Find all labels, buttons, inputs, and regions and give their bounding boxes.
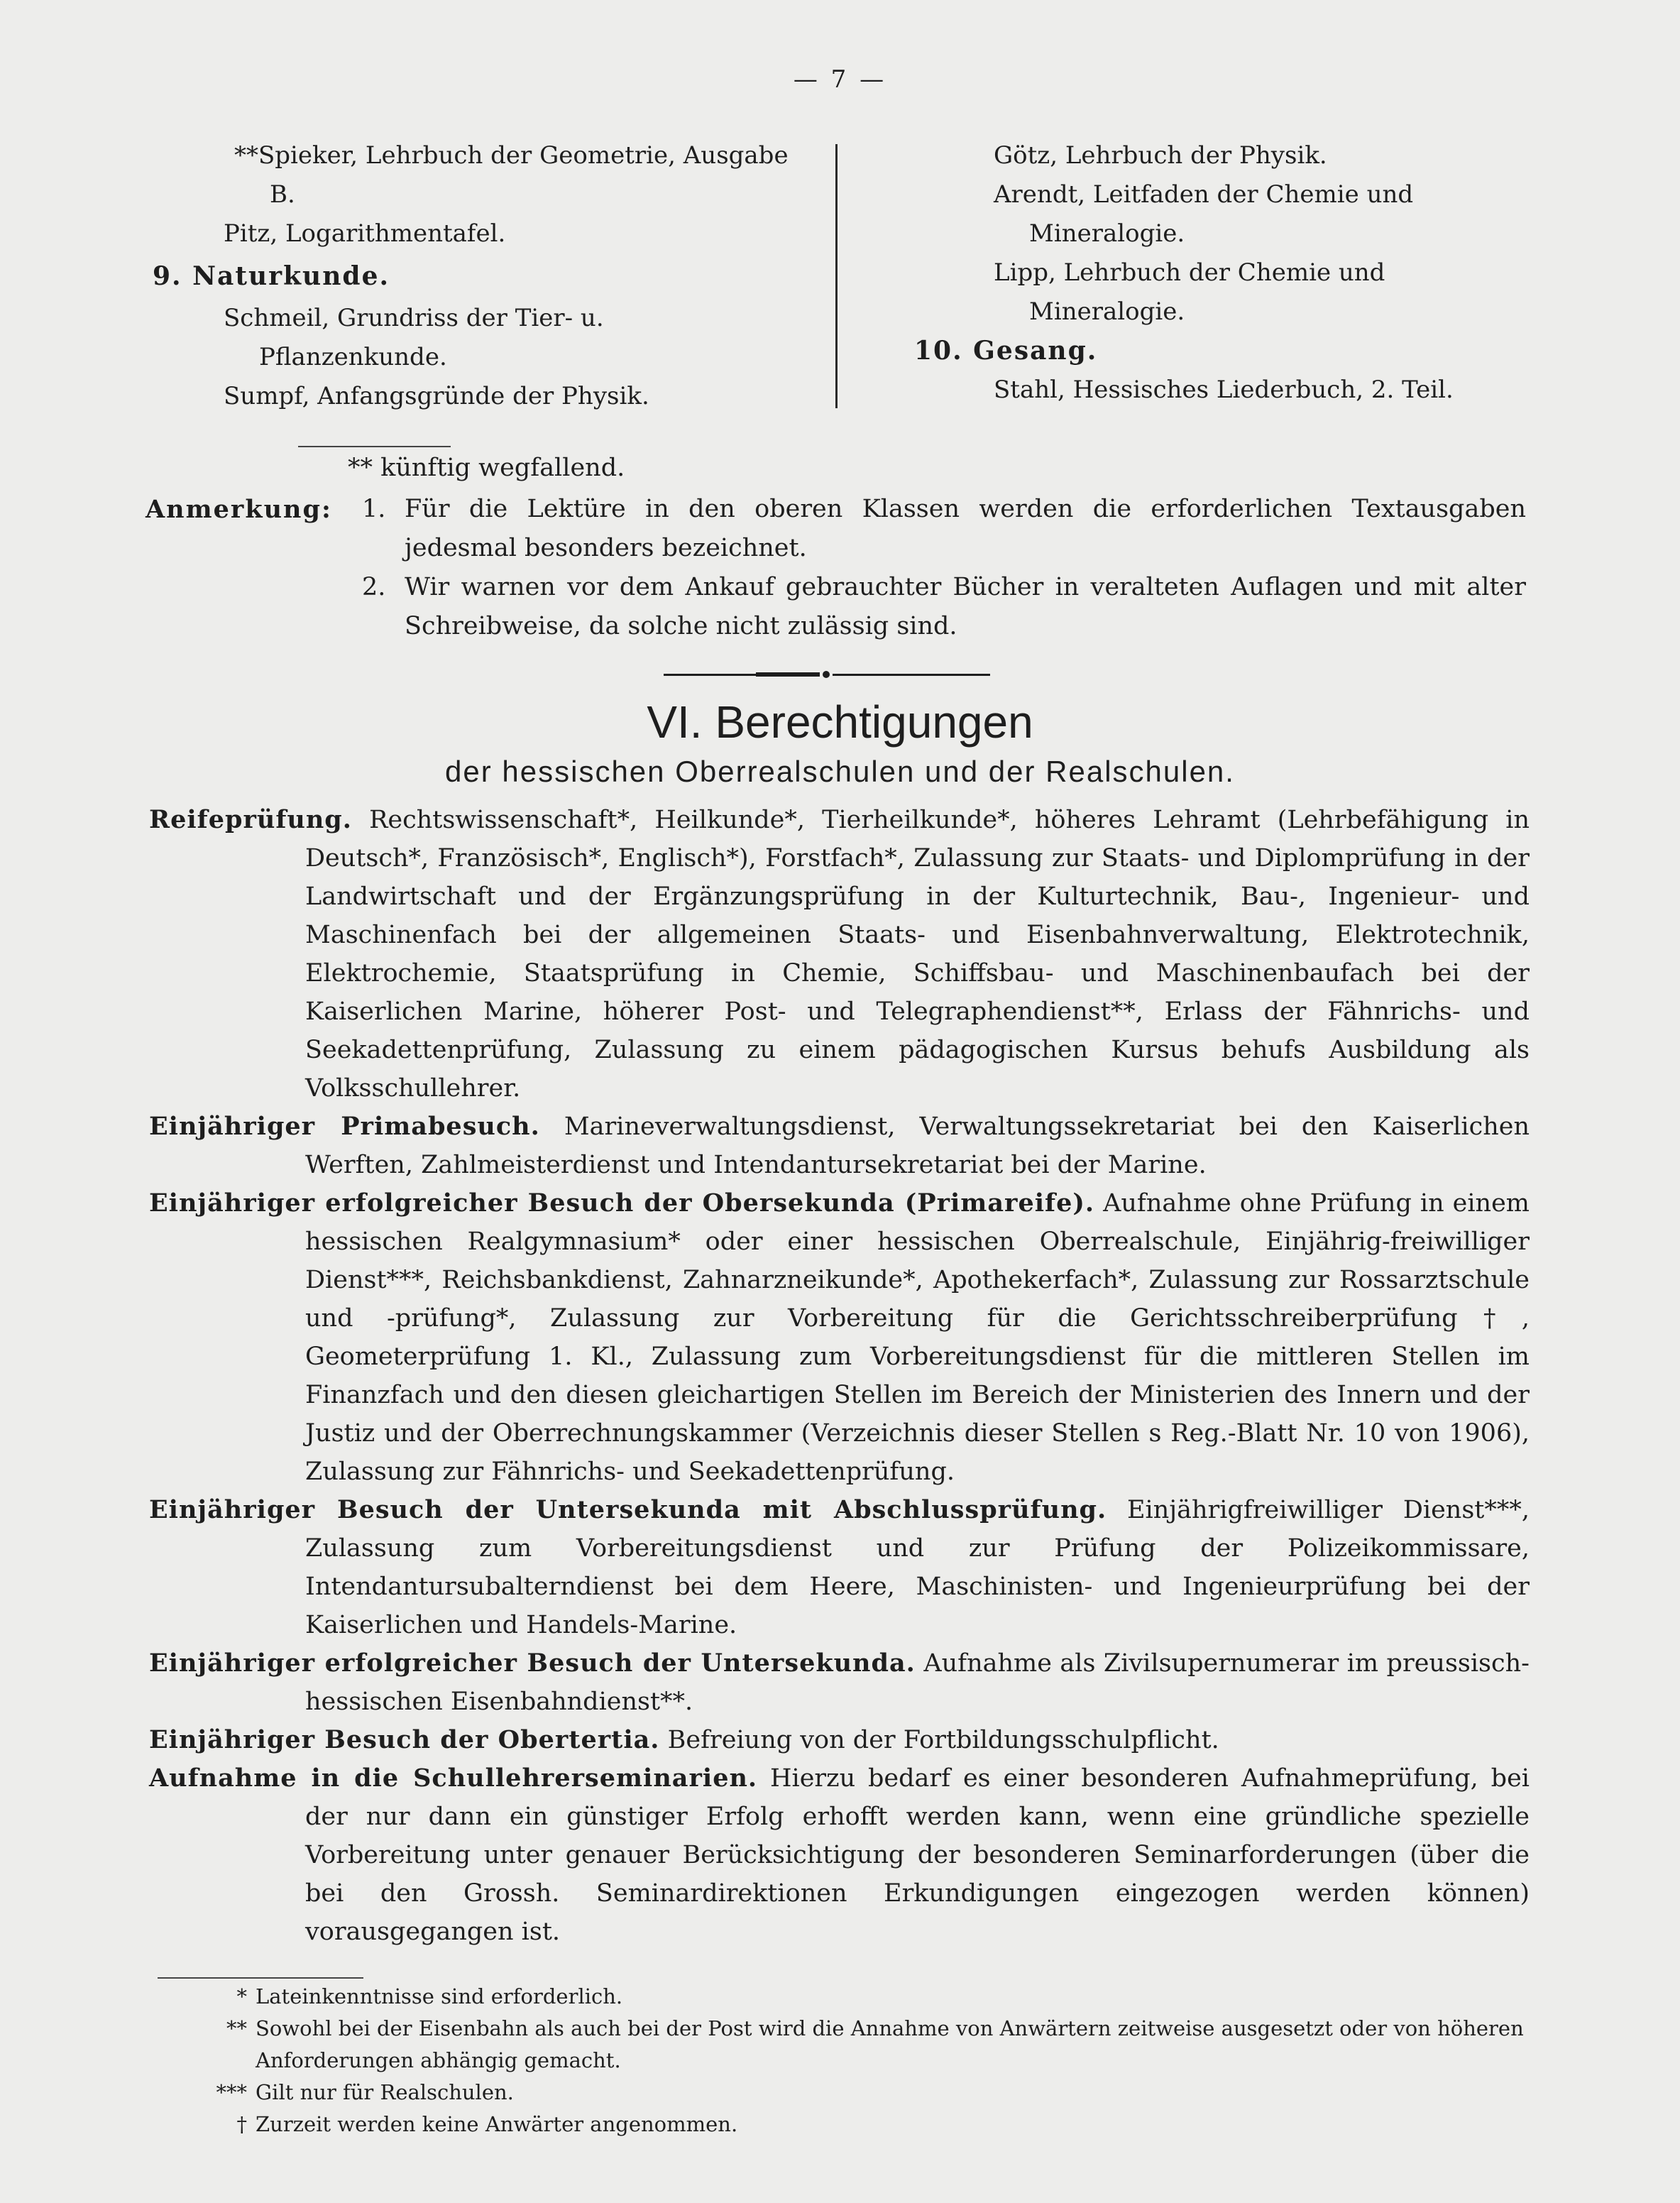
section-heading: VI. Berechtigungen xyxy=(647,696,1033,748)
book-entry: Stahl, Hessisches Liederbuch, 2. Teil. xyxy=(994,376,1454,404)
berechtigung-paragraph xyxy=(149,1721,1530,1759)
footnote xyxy=(206,2013,1533,2077)
berechtigung-term: Einjähriger erfolgreicher Besuch der Obersekunda (Primareife). xyxy=(149,1188,1095,1218)
left-column xyxy=(153,136,791,416)
anmerkung-item xyxy=(362,490,1526,568)
footnote-text: Lateinkenntnisse sind erforderlich. xyxy=(256,1984,623,2008)
berechtigung-paragraph xyxy=(149,1759,1530,1951)
anmerkung-text: Wir warnen vor dem Ankauf gebrauchter Bücher in veralteten Auflagen und mit alter Schreibweise, da solche nicht zulässig sind. xyxy=(405,573,1526,640)
anmerkung-number: 1. xyxy=(362,495,386,523)
footnote-mark: † xyxy=(236,2112,247,2136)
footnote-rule xyxy=(298,446,451,447)
berechtigung-term: Reifeprüfung. xyxy=(149,805,352,834)
berechtigung-text: Marineverwaltungsdienst, Verwaltungssekretariat bei den Kaiserlichen Werften, Zahlmeisterdienst und Intendantursekretariat bei der Marine. xyxy=(305,1113,1530,1179)
footnote-mark: ** xyxy=(226,2016,247,2040)
berechtigung-text: Aufnahme ohne Prüfung in einem hessischen Realgymnasium* oder einer hessischen Oberrealschule, Einjährig-freiwilliger Dienst***, Reichsbankdienst, Zahnarzneikunde*, Apothekerfach*, Zulassung zur Rossarztschule und -prüfung*, Zulassung zur Vorbereitung für die Gerichtsschreiberprüfung†, Geometerprüfung 1. Kl., Zulassung zum Vorbereitungsdienst für die mittleren Stellen im Finanzfach und den diesen gleichartigen Stellen im Bereich der Ministerien des Innern und der Justiz und der Oberrechnungskammer (Verzeichnis dieser Stellen s Reg.-Blatt Nr. 10 von 1906), Zulassung zur Fähnrichs- und Seekadettenprüfung. xyxy=(305,1189,1530,1486)
berechtigung-term: Einjähriger erfolgreicher Besuch der Untersekunda. xyxy=(149,1649,916,1678)
section-title-gesang: 10. Gesang. xyxy=(914,336,1098,366)
anmerkung-number: 2. xyxy=(362,573,386,601)
berechtigung-paragraph xyxy=(149,1108,1530,1184)
berechtigung-text: Rechtswissenschaft*, Heilkunde*, Tierheilkunde*, höheres Lehramt (Lehrbefähigung in Deutsch*, Französisch*, Englisch*), Forstfach*, Zulassung zur Staats- und Diplomprüfung in der Landwirtschaft und der Ergänzungsprüfung in der Kulturtechnik, Bau-, Ingenieur- und Maschinenfach bei der allgemeinen Staats- und Eisenbahnverwaltung, Elektrotechnik, Elektrochemie, Staatsprüfung in Chemie, Schiffsbau- und Maschinenbaufach bei der Kaiserlichen Marine, höherer Post- und Telegraphendienst**, Erlass der Fähnrichs- und Seekadettenprüfung, Zulassung zu einem pädagogischen Kursus behufs Ausbildung als Volksschullehrer. xyxy=(305,806,1530,1103)
berechtigung-paragraph xyxy=(149,801,1530,1108)
book-entry: Pitz, Logarithmentafel. xyxy=(224,219,506,248)
page-number: — 7 — xyxy=(793,65,887,94)
footnote-rule xyxy=(158,1977,363,1979)
anmerkung-item xyxy=(362,568,1526,646)
book-entry: Götz, Lehrbuch der Physik. xyxy=(994,141,1327,170)
column-divider xyxy=(835,144,838,408)
berechtigung-term: Einjähriger Besuch der Obertertia. xyxy=(149,1725,660,1754)
footnote-text: Gilt nur für Realschulen. xyxy=(256,2080,514,2104)
berechtigung-text: Befreiung von der Fortbildungsschulpflicht. xyxy=(667,1726,1219,1754)
berechtigung-term: Einjähriger Primabesuch. xyxy=(149,1112,540,1141)
berechtigung-text: Aufnahme als Zivilsupernumerar im preussisch-hessischen Eisenbahndienst**. xyxy=(305,1649,1530,1716)
berechtigungen-list xyxy=(149,801,1530,1951)
footnote-text: Sowohl bei der Eisenbahn als auch bei der Post wird die Annahme von Anwärtern zeitweise ausgesetzt oder von höheren Anforderungen abhängig gemacht. xyxy=(256,2016,1524,2072)
anmerkung-label: Anmerkung: xyxy=(146,495,332,524)
book-entry: Sumpf, Anfangsgründe der Physik. xyxy=(224,382,649,410)
footnote-mark: * xyxy=(236,1984,247,2008)
berechtigung-term: Aufnahme in die Schullehrerseminarien. xyxy=(149,1764,758,1793)
footnotes xyxy=(206,1981,1533,2141)
book-entry: Schmeil, Grundriss der Tier- u. Pflanzenkunde. xyxy=(224,304,604,371)
berechtigung-text: Einjährigfreiwilliger Dienst***, Zulassung zum Vorbereitungsdienst und zur Prüfung der Polizeikommissare, Intendantursubalterndienst bei dem Heere, Maschinisten- und Ingenieurprüfung bei der Kaiserlichen und Handels-Marine. xyxy=(305,1496,1530,1639)
section-subheading: der hessischen Oberrealschulen und der Realschulen. xyxy=(445,755,1235,788)
anmerkung-text: Für die Lektüre in den oberen Klassen werden die erforderlichen Textausgaben jedesmal besonders bezeichnet. xyxy=(405,495,1526,562)
book-entry: **Spieker, Lehrbuch der Geometrie, Ausgabe B. xyxy=(234,141,789,209)
berechtigung-term: Einjähriger Besuch der Untersekunda mit Abschlussprüfung. xyxy=(149,1495,1107,1524)
book-entry: Arendt, Leitfaden der Chemie und Mineralogie. xyxy=(994,180,1414,248)
right-column xyxy=(901,136,1540,410)
berechtigung-paragraph xyxy=(149,1644,1530,1721)
section-title-naturkunde: 9. Naturkunde. xyxy=(153,261,390,291)
footnote-text: Zurzeit werden keine Anwärter angenommen. xyxy=(256,2112,738,2136)
footnote xyxy=(206,1981,1533,2013)
berechtigung-text: Hierzu bedarf es einer besonderen Aufnahmeprüfung, bei der nur dann ein günstiger Erfolg erhofft werden kann, wenn eine gründliche spezielle Vorbereitung unter genauer Berücksichtigung der besonderen Seminarforderungen (über die bei den Grossh. Seminardirektionen Erkundigungen eingezogen werden können) vorausgegangen ist. xyxy=(305,1764,1530,1946)
berechtigung-paragraph xyxy=(149,1184,1530,1491)
wegfallend-note: ** künftig wegfallend. xyxy=(348,454,625,482)
footnote xyxy=(206,2109,1533,2141)
book-entry: Lipp, Lehrbuch der Chemie und Mineralogie. xyxy=(994,258,1385,326)
footnote xyxy=(206,2077,1533,2109)
footnote-mark: *** xyxy=(216,2080,247,2104)
ornament-divider xyxy=(664,671,990,678)
berechtigung-paragraph xyxy=(149,1491,1530,1644)
